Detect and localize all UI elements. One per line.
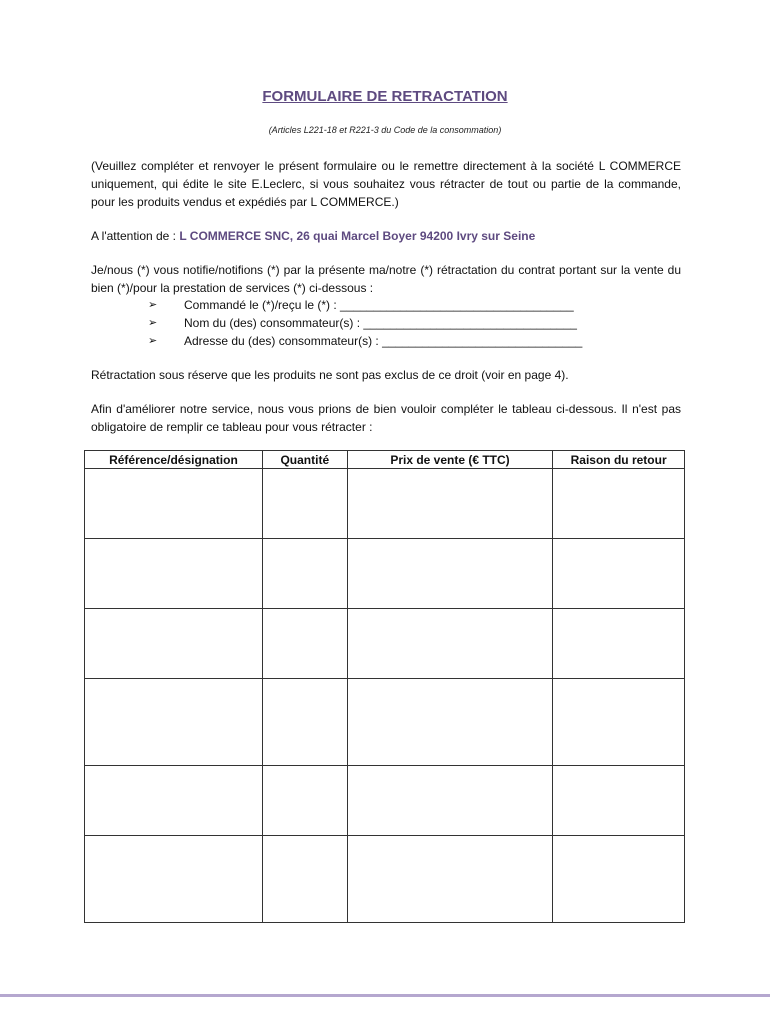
company-address: L COMMERCE SNC, 26 quai Marcel Boyer 94200 Ivry sur Seine xyxy=(179,229,536,243)
table-row xyxy=(85,679,685,766)
table-cell[interactable] xyxy=(85,836,263,923)
table-cell[interactable] xyxy=(553,679,685,766)
intro-paragraph: (Veuillez compléter et renvoyer le présent formulaire ou le remettre directement à la société L COMMERCE uniquement, qui édite le site E.Leclerc, si vous souhaitez vous rétracter de tout ou partie de la commande, pour les produits vendus et expédiés par L COMMERCE.) xyxy=(91,159,681,209)
service-paragraph: Afin d'améliorer notre service, nous vous prions de bien vouloir compléter le tableau ci-dessous. Il n'est pas obligatoire de remplir ce tableau pour vous rétracter : xyxy=(91,402,681,434)
table-cell[interactable] xyxy=(347,469,553,539)
bullet-list xyxy=(91,296,691,350)
table-cell[interactable] xyxy=(85,469,263,539)
table-row xyxy=(85,766,685,836)
consumer-name-field[interactable]: Nom du (des) consommateur(s) : ________________________________ xyxy=(184,316,577,330)
table-cell[interactable] xyxy=(553,539,685,609)
table-cell[interactable] xyxy=(347,766,553,836)
table-row xyxy=(85,609,685,679)
list-item xyxy=(91,314,691,332)
order-date-field[interactable]: Commandé le (*)/reçu le (*) : ___________________________________ xyxy=(184,298,574,312)
attention-label: A l'attention de : xyxy=(91,229,180,243)
table-cell[interactable] xyxy=(347,609,553,679)
table-row xyxy=(85,469,685,539)
column-header-reference: Référence/désignation xyxy=(85,451,263,469)
table-cell[interactable] xyxy=(85,766,263,836)
consumer-address-field[interactable]: Adresse du (des) consommateur(s) : ______________________________ xyxy=(184,334,583,348)
reserve-paragraph: Rétractation sous réserve que les produits ne sont pas exclus de ce droit (voir en page 4). xyxy=(91,368,569,382)
table-cell[interactable] xyxy=(553,836,685,923)
arrow-bullet-icon: ➢ xyxy=(148,299,158,311)
table-cell[interactable] xyxy=(262,609,347,679)
legal-reference: (Articles L221-18 et R221-3 du Code de la consommation) xyxy=(268,125,502,135)
list-item xyxy=(91,296,691,314)
table-cell[interactable] xyxy=(347,539,553,609)
table-cell[interactable] xyxy=(85,539,263,609)
table-cell[interactable] xyxy=(553,469,685,539)
table-cell[interactable] xyxy=(262,679,347,766)
column-header-quantity: Quantité xyxy=(262,451,347,469)
table-cell[interactable] xyxy=(347,679,553,766)
column-header-reason: Raison du retour xyxy=(553,451,685,469)
attention-line xyxy=(91,227,681,245)
table-cell[interactable] xyxy=(262,539,347,609)
table-cell[interactable] xyxy=(262,836,347,923)
arrow-bullet-icon: ➢ xyxy=(148,317,158,329)
table-cell[interactable] xyxy=(85,679,263,766)
return-items-table xyxy=(84,450,685,923)
table-header-row xyxy=(85,451,685,469)
arrow-bullet-icon: ➢ xyxy=(148,335,158,347)
table-cell[interactable] xyxy=(347,836,553,923)
table-row xyxy=(85,836,685,923)
table-cell[interactable] xyxy=(553,766,685,836)
table-cell[interactable] xyxy=(262,469,347,539)
footer-divider xyxy=(0,994,770,997)
table-row xyxy=(85,539,685,609)
notification-paragraph: Je/nous (*) vous notifie/notifions (*) par la présente ma/notre (*) rétractation du contrat portant sur la vente du bien (*)/pour la prestation de services (*) ci-dessous : xyxy=(91,263,681,295)
list-item xyxy=(91,332,691,350)
table-cell[interactable] xyxy=(85,609,263,679)
form-title: FORMULAIRE DE RETRACTATION xyxy=(262,88,508,105)
table-cell[interactable] xyxy=(553,609,685,679)
table-cell[interactable] xyxy=(262,766,347,836)
column-header-price: Prix de vente (€ TTC) xyxy=(347,451,553,469)
